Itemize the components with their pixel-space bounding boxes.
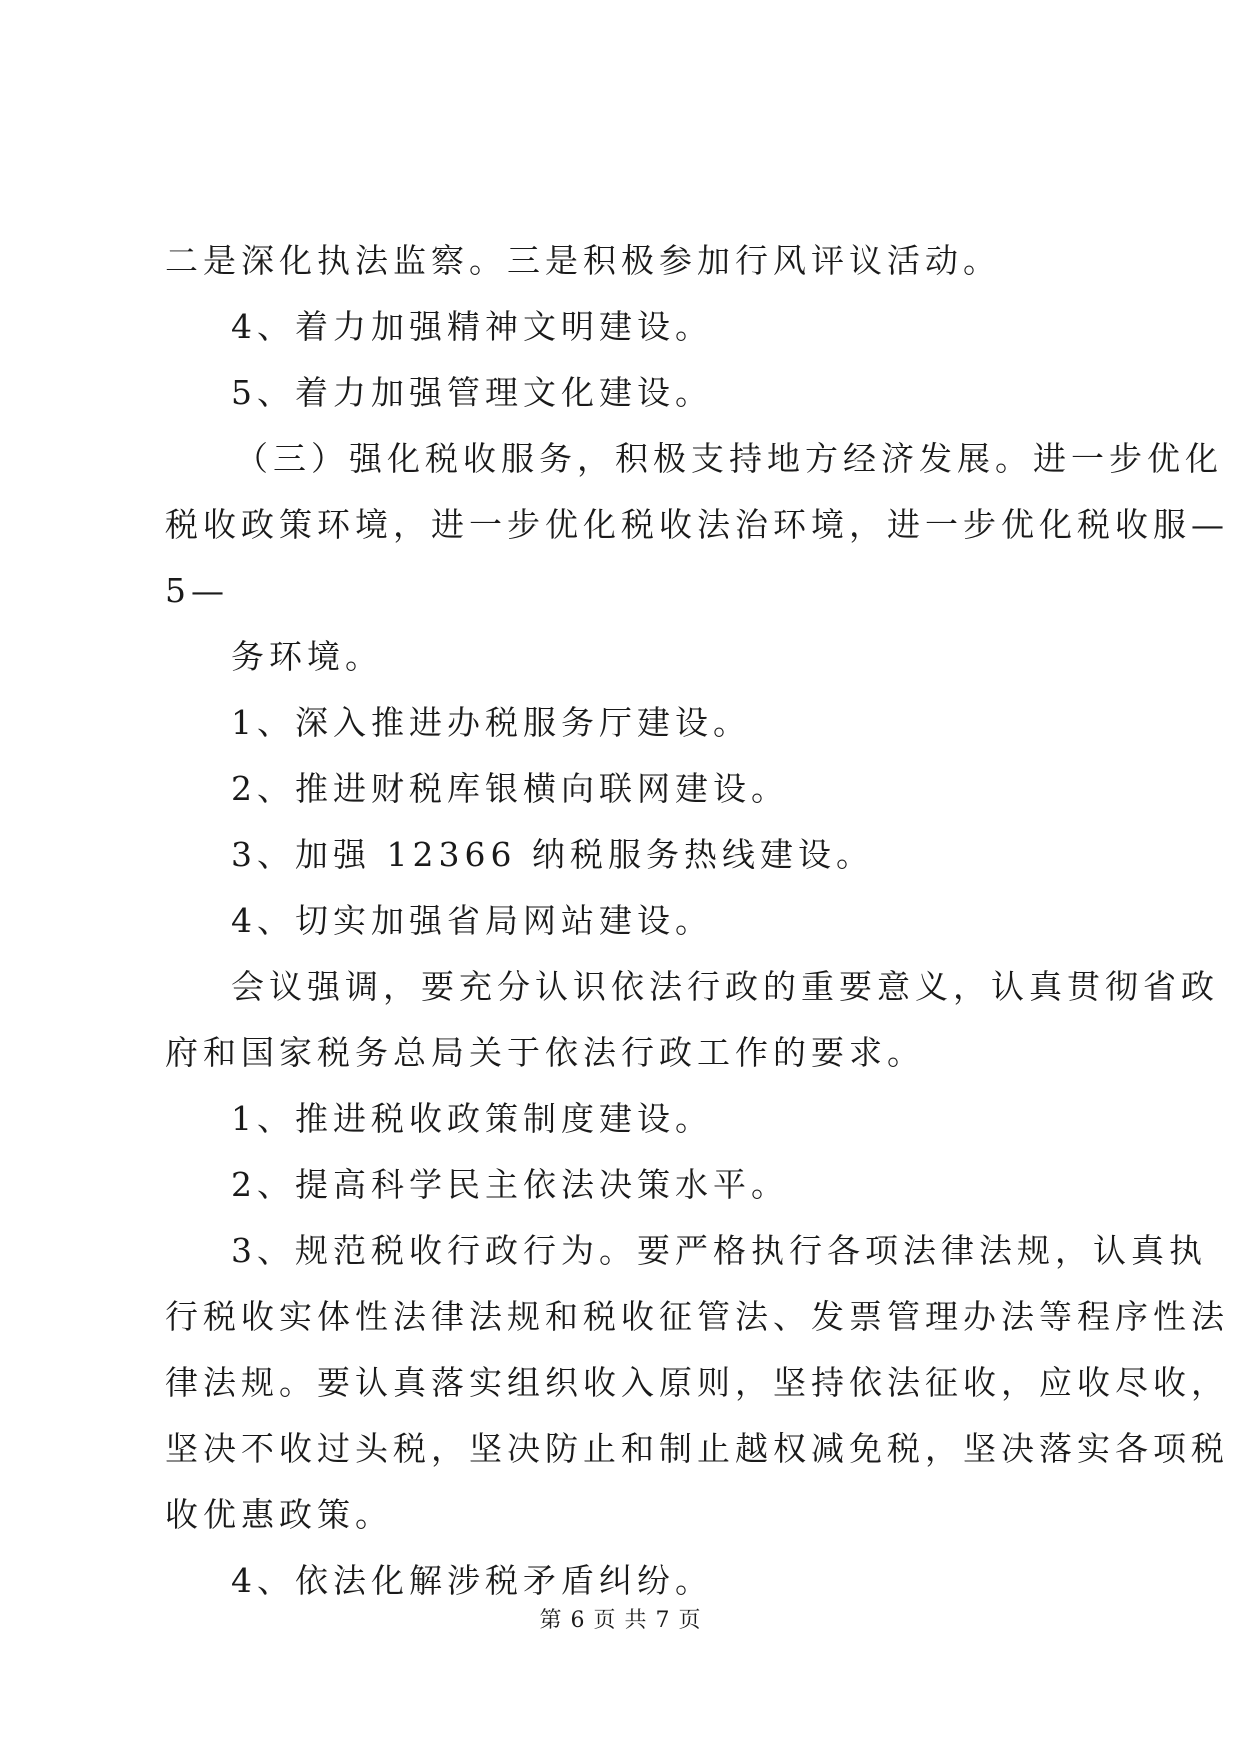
list-item: 2、提高科学民主依法决策水平。 <box>231 1165 789 1204</box>
list-item: 3、加强 12366 纳税服务热线建设。 <box>231 835 874 874</box>
paragraph-line: 坚决不收过头税，坚决防止和制止越权减免税，坚决落实各项税 <box>165 1429 1229 1468</box>
paragraph-line: 律法规。要认真落实组织收入原则，坚持依法征收，应收尽收， <box>165 1363 1229 1402</box>
paragraph-line: 务环境。 <box>231 637 383 676</box>
paragraph-line: 行税收实体性法律法规和税收征管法、发票管理办法等程序性法 <box>165 1297 1229 1336</box>
list-item: 3、规范税收行政行为。要严格执行各项法律法规，认真执 <box>231 1231 1207 1270</box>
list-item: 1、推进税收政策制度建设。 <box>231 1099 713 1138</box>
list-item: 4、切实加强省局网站建设。 <box>231 901 713 940</box>
paragraph-line: 二是深化执法监察。三是积极参加行风评议活动。 <box>165 241 1001 280</box>
paragraph-line: 会议强调，要充分认识依法行政的重要意义，认真贯彻省政 <box>231 967 1219 1006</box>
document-body <box>165 228 1229 1614</box>
section-heading-line: （三）强化税收服务，积极支持地方经济发展。进一步优化 <box>235 439 1223 478</box>
page-number-footer: 第 6 页 共 7 页 <box>539 1608 702 1633</box>
list-item: 4、依法化解涉税矛盾纠纷。 <box>231 1561 713 1600</box>
list-item: 2、推进财税库银横向联网建设。 <box>231 769 789 808</box>
paragraph-line: 税收政策环境，进一步优化税收法治环境，进一步优化税收服— <box>165 505 1229 544</box>
list-item: 5、着力加强管理文化建设。 <box>231 373 713 412</box>
list-item: 4、着力加强精神文明建设。 <box>231 307 713 346</box>
paragraph-line: 收优惠政策。 <box>165 1495 393 1534</box>
paragraph-line: 府和国家税务总局关于依法行政工作的要求。 <box>165 1033 925 1072</box>
list-item: 1、深入推进办税服务厅建设。 <box>231 703 751 742</box>
page-break-marker: 5— <box>165 571 229 610</box>
